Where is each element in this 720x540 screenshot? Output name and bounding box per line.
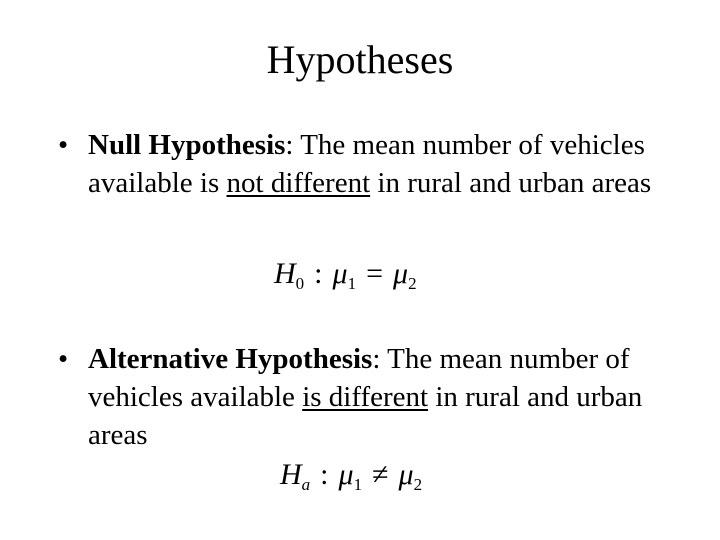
formula-ha-lhs-sub: 1: [353, 475, 363, 494]
formula-h0-lhs: μ: [332, 257, 348, 290]
null-hypothesis-emphasis: not different: [226, 167, 371, 199]
null-hypothesis-formula: [274, 256, 417, 302]
alternative-hypothesis-text-before: The mean number of vehicles available: [88, 343, 630, 413]
formula-h0-sub: 0: [295, 274, 305, 293]
alternative-hypothesis-colon: :: [372, 343, 381, 375]
null-hypothesis-bullet: [58, 126, 678, 202]
formula-ha-colon: :: [320, 458, 329, 491]
alternative-hypothesis-term: Alternative Hypothesis: [88, 343, 373, 375]
formula-h0-rhs-sub: 2: [408, 274, 417, 293]
formula-h0-colon: :: [314, 257, 323, 290]
formula-h0-var: H: [274, 257, 296, 290]
formula-ha-rhs: μ: [398, 458, 414, 491]
null-hypothesis-text-after: in rural and urban areas: [370, 167, 652, 199]
formula-ha-operator: ≠: [372, 458, 389, 491]
null-hypothesis-text: [88, 126, 678, 202]
alternative-hypothesis-emphasis: is different: [302, 381, 429, 413]
formula-h0-operator: =: [366, 257, 383, 290]
bullet-marker: •: [58, 129, 69, 161]
alternative-hypothesis-text: [88, 340, 678, 454]
formula-ha-rhs-sub: 2: [413, 475, 423, 494]
null-hypothesis-colon: :: [285, 129, 294, 161]
bullet-marker: •: [58, 343, 69, 375]
null-hypothesis-text-before: The mean number of vehicles available is: [88, 129, 645, 199]
alternative-hypothesis-text-after: in rural and urban areas: [88, 381, 643, 451]
formula-h0-rhs: μ: [393, 257, 409, 290]
slide-title: Hypotheses: [266, 37, 454, 82]
formula-ha-lhs: μ: [338, 458, 354, 491]
formula-h0-lhs-sub: 1: [347, 274, 357, 293]
alternative-hypothesis-bullet: [58, 340, 678, 454]
formula-ha-var: H: [280, 458, 302, 491]
formula-ha-sub: a: [301, 475, 311, 494]
null-hypothesis-term: Null Hypothesis: [88, 129, 286, 161]
alternative-hypothesis-formula: [280, 457, 422, 503]
